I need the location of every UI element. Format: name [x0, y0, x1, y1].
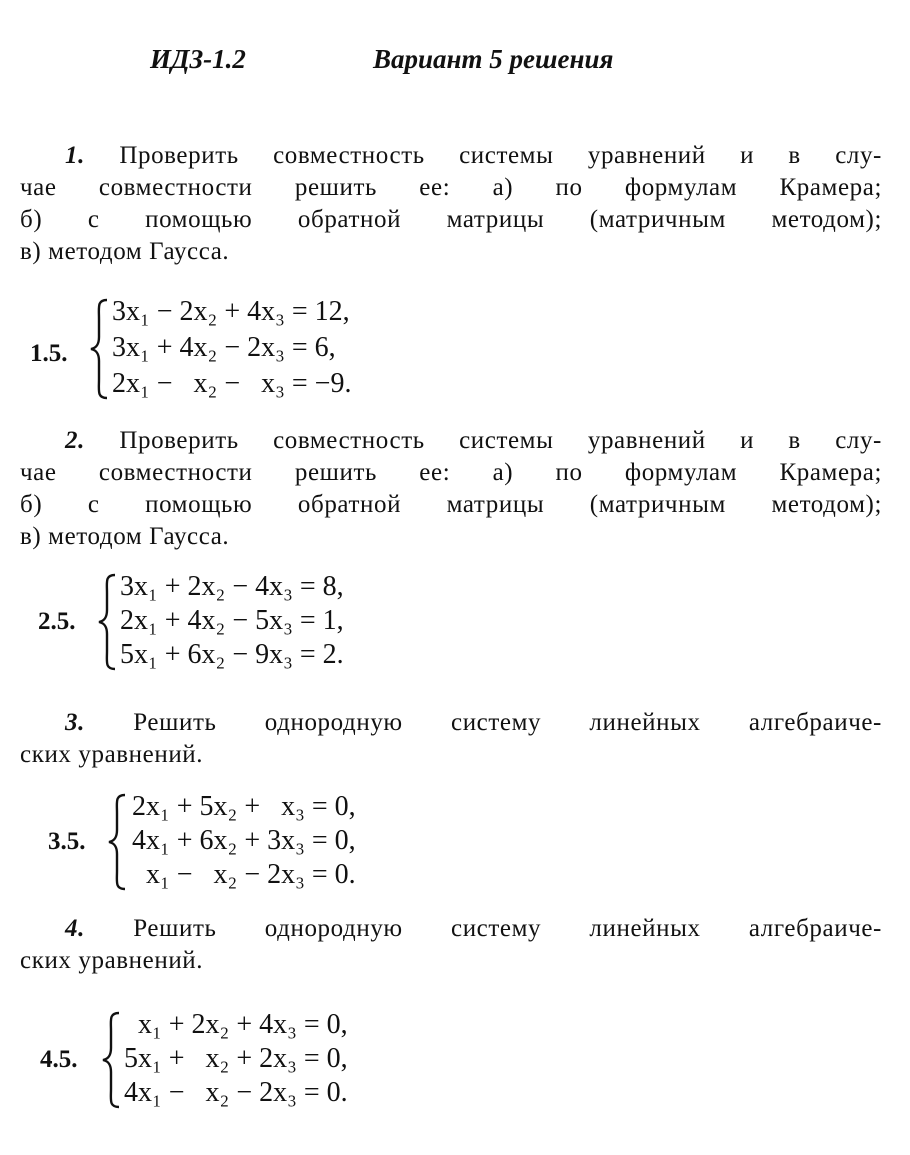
task-line: б) с помощью обратной матрицы (матричным методом); [20, 206, 882, 233]
task-line: 2. Проверить совместность системы уравнений и в слу- [65, 427, 882, 454]
curly-brace-icon [96, 572, 118, 672]
task-line: в) методом Гаусса. [20, 238, 230, 265]
equation: x₁ + 2x₂ + 4x₃ = 0, [124, 1009, 348, 1040]
header-title: ИДЗ-1.2 [150, 44, 246, 74]
equation: 2x₁ + 5x₂ + x₃ = 0, [132, 791, 356, 822]
equation: 4x₁ − x₂ − 2x₃ = 0. [124, 1077, 348, 1108]
equation: 3x₁ + 4x₂ − 2x₃ = 6, [112, 332, 336, 363]
equation: 3x₁ + 2x₂ − 4x₃ = 8, [120, 571, 344, 602]
task-number: 1. [65, 142, 85, 169]
system-label: 3.5. [48, 828, 86, 855]
equation: 4x₁ + 6x₂ + 3x₃ = 0, [132, 825, 356, 856]
task-line: б) с помощью обратной матрицы (матричным методом); [20, 491, 882, 518]
task-line: 3. Решить однородную систему линейных алгебраиче- [65, 709, 882, 736]
system-label: 2.5. [38, 608, 76, 635]
curly-brace-icon [106, 792, 128, 892]
equation: 3x₁ − 2x₂ + 4x₃ = 12, [112, 296, 350, 327]
curly-brace-icon [88, 297, 110, 401]
task-line: в) методом Гаусса. [20, 523, 230, 550]
equation: 5x₁ + 6x₂ − 9x₃ = 2. [120, 639, 344, 670]
task-4 [20, 913, 882, 977]
task-2 [20, 425, 882, 553]
equation: 2x₁ + 4x₂ − 5x₃ = 1, [120, 605, 344, 636]
system-label: 1.5. [30, 340, 68, 367]
task-line: 1. Проверить совместность системы уравнений и в слу- [65, 142, 882, 169]
task-line: 4. Решить однородную систему линейных алгебраиче- [65, 915, 882, 942]
equation: x₁ − x₂ − 2x₃ = 0. [132, 859, 356, 890]
header-variant: Вариант 5 решения [373, 44, 614, 74]
task-number: 3. [65, 709, 85, 736]
curly-brace-icon [100, 1010, 122, 1110]
task-3 [20, 707, 882, 771]
task-number: 2. [65, 427, 85, 454]
task-line: чае совместности решить ее: а) по формулам Крамера; [20, 459, 882, 486]
system-label: 4.5. [40, 1046, 78, 1073]
equation: 5x₁ + x₂ + 2x₃ = 0, [124, 1043, 348, 1074]
task-line: ских уравнений. [20, 947, 204, 974]
task-line: чае совместности решить ее: а) по формулам Крамера; [20, 174, 882, 201]
task-number: 4. [65, 915, 85, 942]
task-1 [20, 140, 882, 268]
task-line: ских уравнений. [20, 741, 204, 768]
header [150, 44, 614, 75]
equation: 2x₁ − x₂ − x₃ = −9. [112, 368, 352, 399]
